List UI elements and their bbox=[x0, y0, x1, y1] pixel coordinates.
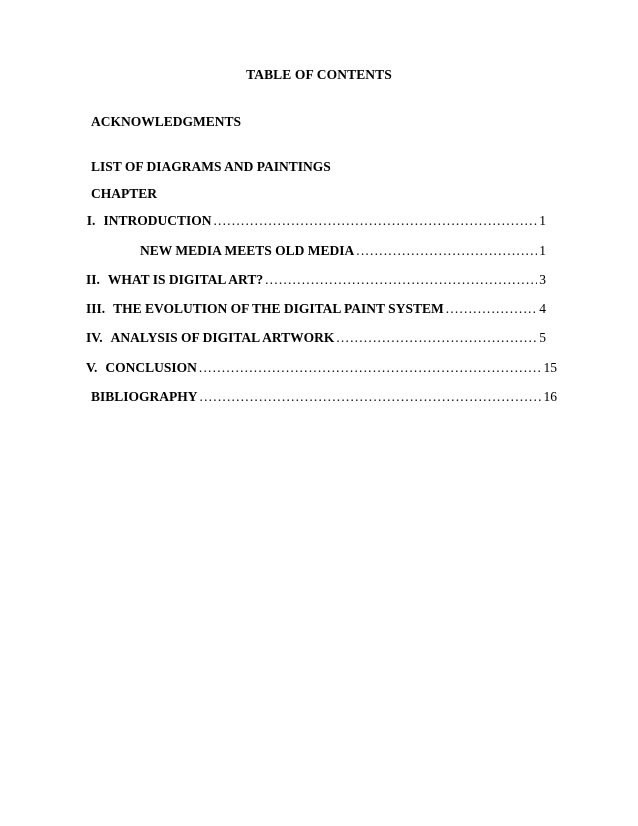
page-title: TABLE OF CONTENTS bbox=[246, 67, 392, 82]
toc-entry-page: 4 bbox=[539, 301, 546, 316]
toc-entry-page: 3 bbox=[539, 272, 546, 287]
toc-entry-label: THE EVOLUTION OF THE DIGITAL PAINT SYSTEM bbox=[113, 301, 444, 316]
toc-entry-digital-art bbox=[86, 272, 546, 288]
toc-entry-analysis bbox=[86, 330, 546, 346]
toc-leader-dots bbox=[200, 389, 542, 405]
heading-chapter: CHAPTER bbox=[91, 186, 158, 201]
toc-entry-page: 1 bbox=[539, 243, 546, 258]
toc-leader-dots bbox=[336, 330, 537, 346]
toc-entry-label: ANALYSIS OF DIGITAL ARTWORK bbox=[110, 330, 335, 345]
toc-entry-introduction bbox=[86, 213, 546, 229]
toc-leader-dots bbox=[213, 213, 537, 229]
toc-entry-label: BIBLIOGRAPHY bbox=[91, 389, 198, 404]
toc-entry-new-media bbox=[140, 243, 546, 259]
toc-entry-page: 5 bbox=[539, 330, 546, 345]
toc-leader-dots bbox=[265, 272, 537, 288]
toc-entry-label: NEW MEDIA MEETS OLD MEDIA bbox=[140, 243, 355, 258]
toc-entry-page: 16 bbox=[543, 389, 557, 404]
toc-entry-number: II. bbox=[86, 272, 100, 287]
toc-entry-number: IV. bbox=[86, 330, 103, 345]
toc-leader-dots bbox=[199, 360, 542, 376]
toc-entry-page: 15 bbox=[543, 360, 557, 375]
toc-entry-evolution bbox=[86, 301, 546, 317]
heading-acknowledgments: ACKNOWLEDGMENTS bbox=[91, 114, 242, 129]
toc-entry-conclusion bbox=[86, 360, 557, 376]
toc-entry-number: III. bbox=[86, 301, 106, 316]
toc-entry-label: INTRODUCTION bbox=[103, 213, 212, 228]
toc-entry-label: WHAT IS DIGITAL ART? bbox=[107, 272, 264, 287]
toc-entry-number: I. bbox=[86, 213, 96, 228]
toc-leader-dots bbox=[356, 243, 537, 259]
toc-leader-dots bbox=[446, 301, 538, 317]
heading-list-of-diagrams: LIST OF DIAGRAMS AND PAINTINGS bbox=[91, 159, 331, 174]
toc-entry-bibliography bbox=[91, 389, 557, 405]
toc-entry-page: 1 bbox=[539, 213, 546, 228]
toc-entry-label: CONCLUSION bbox=[105, 360, 197, 375]
toc-entry-number: V. bbox=[86, 360, 98, 375]
